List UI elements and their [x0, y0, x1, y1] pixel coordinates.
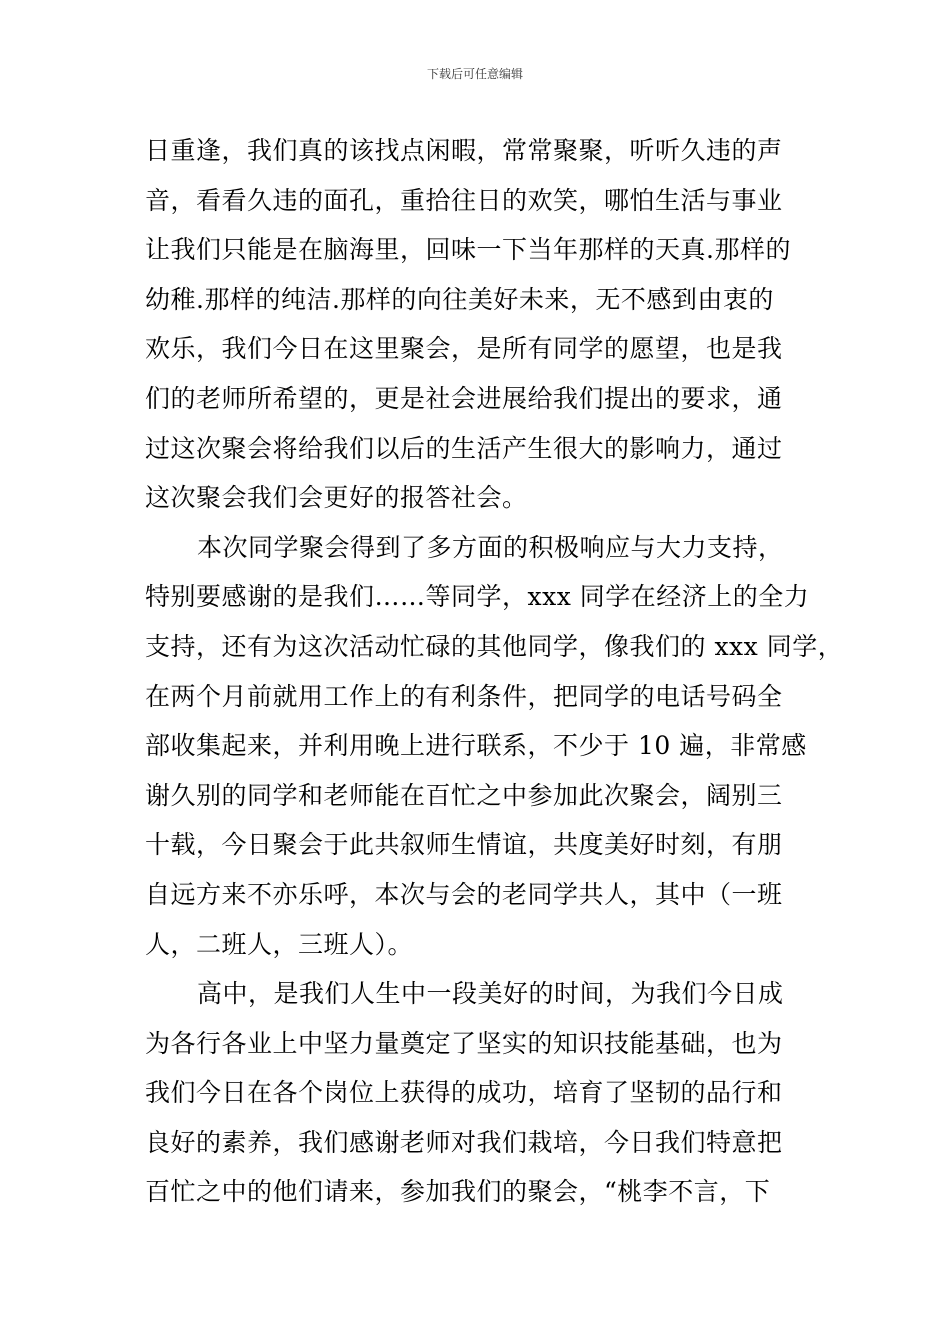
- text-line: 音，看看久违的面孔，重拾往日的欢笑，哪怕生活与事业: [145, 185, 783, 215]
- text-line: 让我们只能是在脑海里，回味一下当年那样的天真.那样的: [145, 235, 791, 265]
- text-line: 日重逢，我们真的该找点闲暇，常常聚聚，听听久违的声: [145, 136, 783, 165]
- text-line: 在两个月前就用工作上的有利条件，把同学的电话号码全: [145, 681, 783, 711]
- text-line: 本次同学聚会得到了多方面的积极响应与大力支持，: [197, 532, 784, 562]
- text-line: 们的老师所希望的，更是社会进展给我们提出的要求，通: [145, 383, 783, 413]
- page-header: 下载后可任意编辑: [426, 67, 523, 81]
- text-line: 百忙之中的他们请来，参加我们的聚会，“桃李不言，下: [145, 1177, 771, 1207]
- text-line: 过这次聚会将给我们以后的生活产生很大的影响力，通过: [145, 433, 783, 463]
- text-line: 为各行各业上中坚力量奠定了坚实的知识技能基础，也为: [145, 1028, 783, 1058]
- paragraph: [145, 126, 810, 523]
- text-line: 支持，还有为这次活动忙碌的其他同学，像我们的 xxx 同学，: [145, 631, 844, 661]
- paragraph: [145, 523, 844, 969]
- text-line: 特别要感谢的是我们……等同学，xxx 同学在经济上的全力: [145, 582, 810, 612]
- document-body: [145, 126, 844, 1217]
- paragraph: [145, 969, 810, 1217]
- text-line: 部收集起来，并利用晚上进行联系，不少于 10 遍，非常感: [145, 731, 807, 761]
- text-line: 谢久别的同学和老师能在百忙之中参加此次聚会，阔别三: [145, 780, 783, 810]
- text-line: 这次聚会我们会更好的报答社会。: [145, 483, 528, 513]
- text-line: 高中，是我们人生中一段美好的时间，为我们今日成: [197, 979, 784, 1009]
- text-line: 十载，今日聚会于此共叙师生情谊，共度美好时刻，有朋: [145, 830, 783, 860]
- text-line: 幼稚.那样的纯洁.那样的向往美好未来，无不感到由衷的: [145, 284, 774, 314]
- text-line: 人，二班人，三班人）。: [145, 929, 414, 959]
- text-line: 良好的素养，我们感谢老师对我们栽培，今日我们特意把: [145, 1127, 783, 1157]
- text-line: 我们今日在各个岗位上获得的成功，培育了坚韧的品行和: [145, 1078, 783, 1108]
- text-line: 自远方来不亦乐呼，本次与会的老同学共人，其中（一班: [145, 879, 783, 909]
- text-line: 欢乐，我们今日在这里聚会，是所有同学的愿望，也是我: [145, 334, 783, 364]
